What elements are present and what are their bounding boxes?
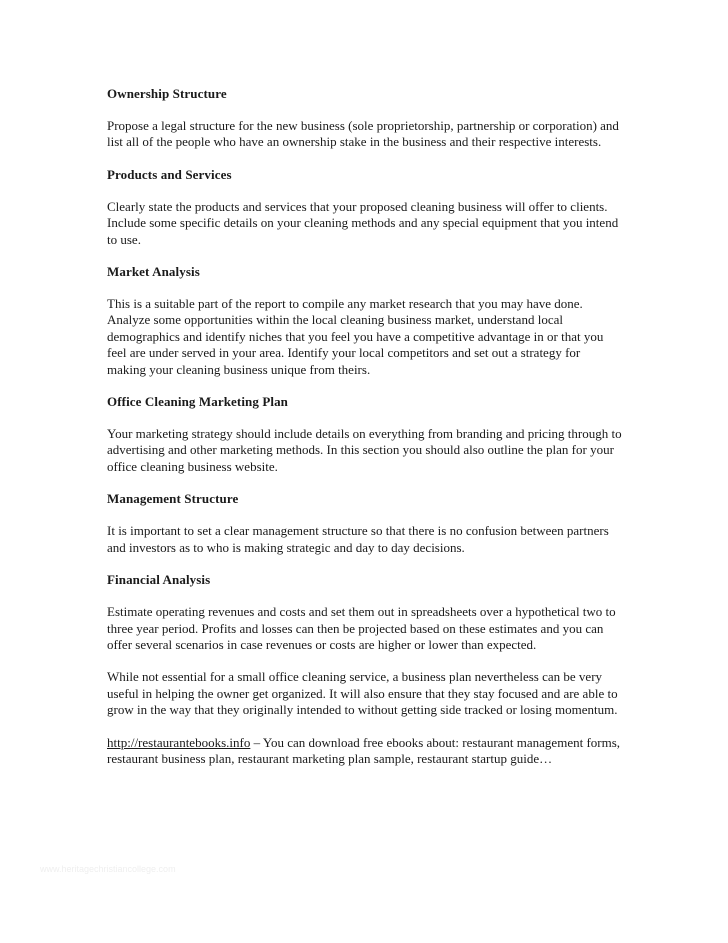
footer-note [107, 735, 622, 768]
section-paragraph: Clearly state the products and services that your proposed cleaning business will offer to clients. Include some specific details on your cleaning methods and any special equipment that you intend to use. [107, 198, 619, 247]
section-heading: Management Structure [107, 491, 239, 507]
section-marketing-plan [107, 394, 622, 475]
section-paragraph: It is important to set a clear management structure so that there is no confusion between partners and investors as to who is making strategic and day to day decisions. [107, 523, 609, 555]
ebooks-link[interactable]: http://restaurantebooks.info [107, 734, 251, 750]
section-market-analysis [107, 264, 622, 378]
section-heading: Market Analysis [107, 264, 200, 280]
section-financial-analysis [107, 572, 622, 718]
section-products-and-services [107, 167, 622, 248]
section-heading: Financial Analysis [107, 572, 211, 588]
footer-note-text: – You can download free ebooks about: restaurant management forms, restaurant business plan, restaurant marketing plan sample, restaurant startup guide… [107, 734, 621, 766]
section-paragraph: While not essential for a small office cleaning service, a business plan nevertheless can be very useful in helping the owner get organized. It will also ensure that they stay focused and are able to grow in the way that they originally intended to without getting side tracked or losing momentum. [107, 669, 618, 718]
section-heading: Products and Services [107, 166, 232, 182]
section-management-structure [107, 491, 622, 556]
section-paragraph: Estimate operating revenues and costs and set them out in spreadsheets over a hypothetical two to three year period. Profits and losses can then be projected based on these estimates and you can offer several scenarios in case revenues or costs are higher or lower than expected. [107, 604, 616, 652]
watermark: www.heritagechristiancollege.com [40, 864, 176, 874]
section-paragraph: Your marketing strategy should include details on everything from branding and pricing through to advertising and other marketing methods. In this section you should also outline the plan for your office cleaning business website. [107, 426, 622, 474]
section-heading: Office Cleaning Marketing Plan [107, 394, 289, 410]
section-paragraph: This is a suitable part of the report to compile any market research that you may have done. Analyze some opportunities within the local cleaning business market, understand local demographics and identify niches that you feel you have a competitive advantage in or that you feel are under served in your area. Identify your local competitors and set out a strategy for making your cleaning business unique from theirs. [107, 296, 604, 377]
document-page [107, 86, 622, 783]
section-ownership-structure [107, 86, 622, 151]
section-heading: Ownership Structure [107, 86, 227, 101]
section-paragraph: Propose a legal structure for the new business (sole proprietorship, partnership or corporation) and list all of the people who have an ownership stake in the business and their respective interests. [107, 118, 619, 150]
